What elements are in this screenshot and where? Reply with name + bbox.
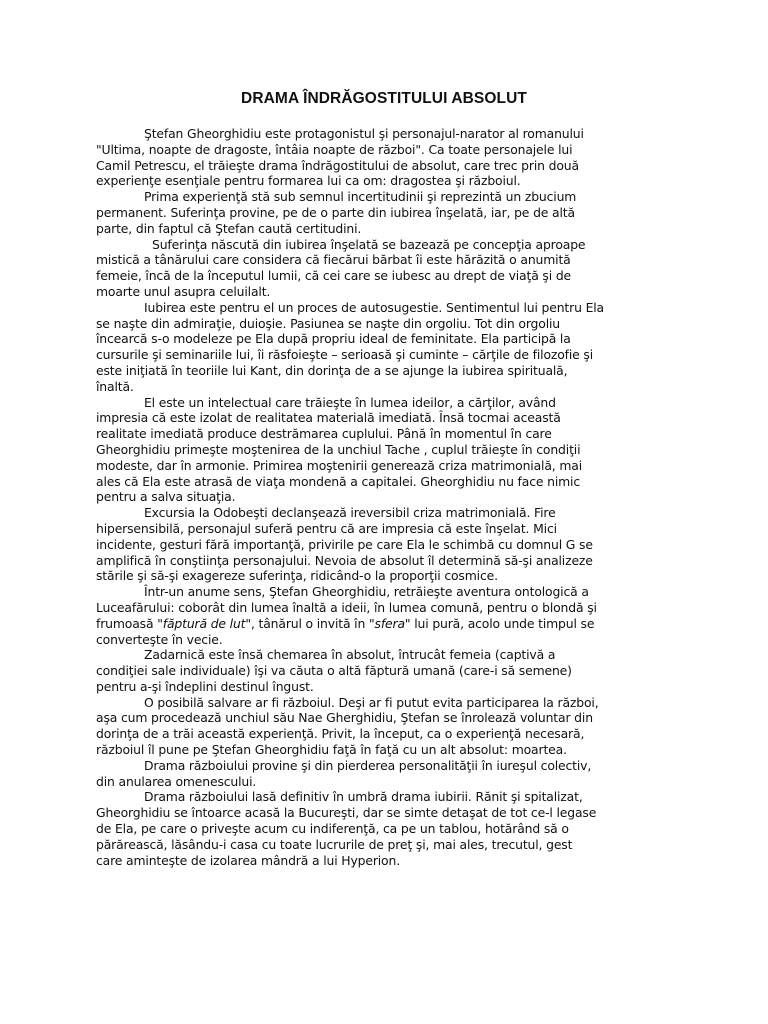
- text-run: frumoasă ": [96, 615, 163, 631]
- text-line: este iniţiată în teoriile lui Kant, din dorinţa de a se ajunge la iubirea spirituală,: [96, 362, 568, 378]
- text-run: " lui pură, acolo unde timpul se: [404, 615, 595, 631]
- text-line: înaltă.: [96, 378, 134, 394]
- text-line: Zadarnică este însă chemarea în absolut, întrucât femeia (captivă a: [144, 647, 556, 663]
- text-line: experienţe esenţiale pentru formarea lui ca om: dragostea şi războiul.: [96, 173, 521, 189]
- text-line: părărească, lăsându-i casa cu toate lucrurile de preţ şi, mai ales, trecutul, gest: [96, 836, 573, 852]
- paragraph-4: [96, 300, 676, 395]
- text-line: se naşte din admiraţie, duioşie. Pasiunea se naşte din orgoliu. Tot din orgoliu: [96, 315, 560, 331]
- text-line: stările şi să-şi exagereze suferinţa, ridicând-o la proporţii cosmice.: [96, 568, 498, 584]
- text-line-rich: [96, 616, 676, 632]
- text-line: cursurile şi seminariile lui, îi răsfoieşte – serioasă şi cuminte – cărţile de filozofie şi: [96, 347, 594, 363]
- text-line: realitate imediată produce destrămarea cuplului. Până în momentul în care: [96, 426, 552, 442]
- document-title: DRAMA ÎNDRĂGOSTITULUI ABSOLUT: [241, 90, 527, 107]
- italic-quote: sfera: [374, 615, 405, 631]
- text-line: Luceafărului: coborât din lumea înaltă a ideii, în lumea comună, pentru o blondă şi: [96, 599, 597, 615]
- text-line: de Ela, pe care o priveşte acum cu indiferenţă, ca pe un tablou, hotărând să o: [96, 821, 569, 837]
- italic-quote: făptură de lut: [162, 615, 246, 631]
- text-line: din anularea omenescului.: [96, 773, 257, 789]
- text-line: O posibilă salvare ar fi războiul. Deşi ar fi putut evita participarea la război,: [144, 694, 599, 710]
- paragraph-2: [96, 189, 676, 236]
- text-line: El este un intelectual care trăieşte în lumea ideilor, a cărţilor, având: [144, 394, 556, 410]
- paragraph-3: [96, 237, 676, 300]
- text-line: Suferinţa născută din iubirea înşelată se bazează pe concepţia aproape: [152, 236, 586, 252]
- text-line: pentru a-şi îndeplini destinul îngust.: [96, 678, 314, 694]
- text-line: femeie, încă de la începutul lumii, că cei care se iubesc au drept de viaţă şi de: [96, 268, 572, 284]
- text-line: incidente, gesturi fără importanţă, privirile pe care Ela le schimbă cu domnul G se: [96, 536, 593, 552]
- paragraph-5: [96, 395, 676, 506]
- text-line: mistică a tânărului care considera că fiecărui bărbat îi este hărăzită o anumită: [96, 252, 571, 268]
- text-line: aşa cum procedează unchiul său Nae Gherghidiu, Ştefan se înrolează voluntar din: [96, 710, 593, 726]
- text-line: modeste, dar în armonie. Primirea moştenirii generează criza matrimonială, mai: [96, 457, 583, 473]
- text-line: Drama războiului provine şi din pierderea personalităţii în iureşul colectiv,: [144, 757, 592, 773]
- text-line: moarte unul asupra celuilalt.: [96, 283, 271, 299]
- text-line: Iubirea este pentru el un proces de autosugestie. Sentimentul lui pentru Ela: [144, 299, 604, 315]
- text-line: ales că Ela este atrasă de viaţa mondenă a capitalei. Gheorghidiu nu face nimic: [96, 473, 581, 489]
- text-line: Într-un anume sens, Ştefan Gheorghidiu, retrăieşte aventura ontologică a: [144, 584, 589, 600]
- text-line: Prima experienţă stă sub semnul incertitudinii şi reprezintă un zbucium: [144, 189, 577, 205]
- paragraph-7: [96, 584, 676, 647]
- paragraph-11: [96, 789, 676, 868]
- text-line: care aminteşte de izolarea mândră a lui Hyperion.: [96, 852, 400, 868]
- paragraph-6: [96, 505, 676, 584]
- text-line: hipersensibilă, personajul suferă pentru că are impresia că este înşelat. Mici: [96, 520, 557, 536]
- text-line: pentru a salva situaţia.: [96, 489, 236, 505]
- paragraph-8: [96, 647, 676, 694]
- text-line: încearcă s-o modeleze pe Ela după propriu ideal de feminitate. Ela participă la: [96, 331, 571, 347]
- text-run: ", tânărul o invită în ": [245, 615, 375, 631]
- text-line: amplifică în conştiinţa personajului. Nevoia de absolut îl determină să-şi analizeze: [96, 552, 593, 568]
- text-line: Camil Petrescu, el trăieşte drama îndrăgostitului de absolut, care trec prin două: [96, 157, 579, 173]
- text-line: Excursia la Odobeşti declanşează ireversibil criza matrimonială. Fire: [144, 505, 556, 521]
- document-body: [96, 126, 676, 868]
- text-line: războiul îl pune pe Ştefan Gheorghidiu faţă în faţă cu un alt absolut: moartea.: [96, 742, 567, 758]
- text-line: impresia că este izolat de realitatea materială imediată. Însă tocmai această: [96, 410, 561, 426]
- text-line: Gheorghidiu primeşte moştenirea de la unchiul Tache , cuplul trăieşte în condiţii: [96, 441, 581, 457]
- text-line: converteşte în vecie.: [96, 631, 223, 647]
- text-line: Gheorghidiu se întoarce acasă la Bucureşti, dar se simte detaşat de tot ce-l legase: [96, 805, 597, 821]
- text-line: permanent. Suferinţa provine, pe de o parte din iubirea înşelată, iar, pe de altă: [96, 204, 575, 220]
- paragraph-1: [96, 126, 676, 189]
- paragraph-10: [96, 758, 676, 790]
- text-line: Ştefan Gheorghidiu este protagonistul şi personajul-narator al romanului: [144, 126, 584, 141]
- text-line: parte, din faptul că Ştefan caută certitudini.: [96, 220, 362, 236]
- text-line: "Ultima, noapte de dragoste, întâia noapte de război". Ca toate personajele lui: [96, 141, 573, 157]
- text-line: dorinţa de a trăi această experienţă. Privit, la început, ca o experienţă necesară,: [96, 726, 585, 742]
- paragraph-9: [96, 695, 676, 758]
- text-line: Drama războiului lasă definitiv în umbră drama iubirii. Rănit şi spitalizat,: [144, 789, 583, 805]
- text-line: condiţiei sale individuale) îşi va căuta o altă făptură umană (care-i să semene): [96, 663, 572, 679]
